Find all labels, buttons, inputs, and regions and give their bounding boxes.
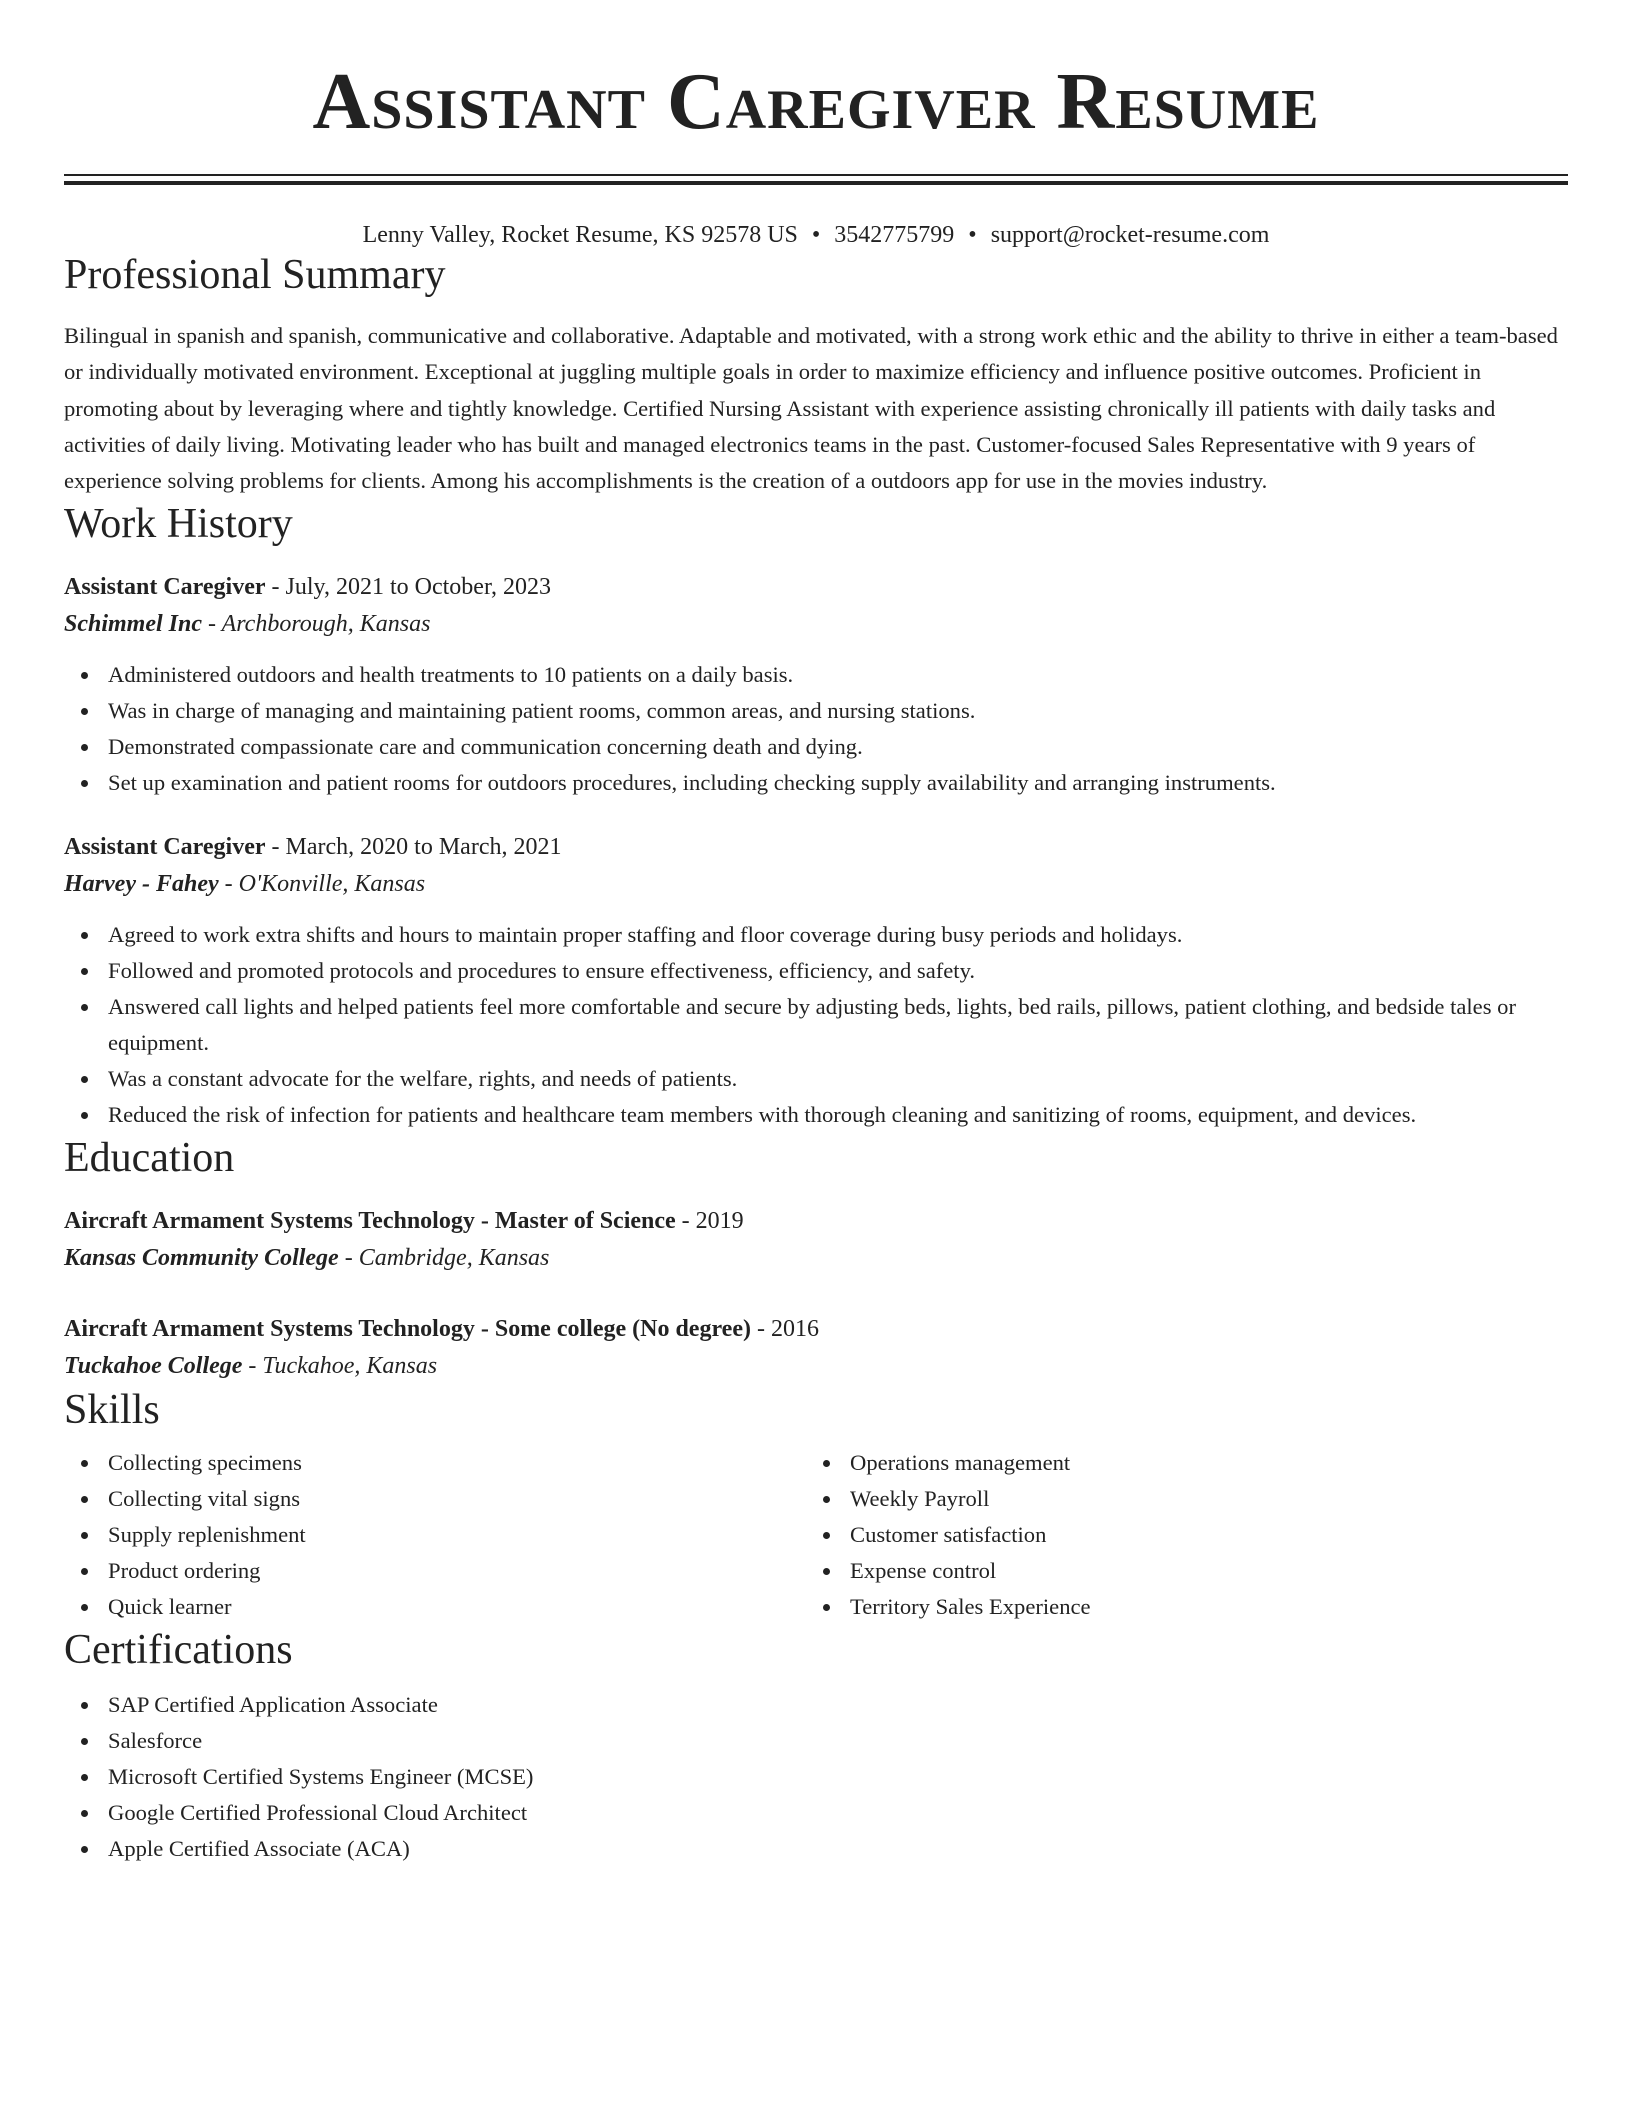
- company-location: - Archborough, Kansas: [202, 611, 431, 638]
- company-line: [64, 866, 1568, 903]
- list-item: Reduced the risk of infection for patients and healthcare team members with thorough cleaning and sanitizing of rooms, equipment, and devices.: [108, 1097, 1568, 1133]
- list-item: Salesforce: [108, 1723, 1568, 1759]
- education-heading: Education: [64, 1135, 235, 1182]
- school-name: Kansas Community College: [64, 1245, 339, 1272]
- job-dates: - March, 2020 to March, 2021: [265, 834, 562, 861]
- company-location: - O'Konville, Kansas: [218, 871, 426, 898]
- skills-heading: Skills: [64, 1387, 160, 1434]
- education-entry: [64, 1203, 1568, 1277]
- list-item: Collecting vital signs: [108, 1481, 806, 1517]
- degree-year: - 2019: [675, 1208, 744, 1235]
- school-line: [64, 1348, 1568, 1385]
- school-location: - Tuckahoe, Kansas: [242, 1353, 438, 1380]
- degree-name: Aircraft Armament Systems Technology - Some college (No degree): [64, 1316, 751, 1343]
- summary-text: Bilingual in spanish and spanish, communicative and collaborative. Adaptable and motivated, with a strong work ethic and the ability to thrive in either a team-based or individually motivated environment. Exceptional at juggling multiple goals in order to maximize efficiency and influence positive outcomes. Proficient in promoting about by leveraging where and tightly knowledge. Certified Nursing Assistant with experience assisting chronically ill patients with daily tasks and activities of daily living. Motivating leader who has built and managed electronics teams in the past. Customer-focused Sales Representative with 9 years of experience solving problems for clients. Among his accomplishments is the creation of a outdoors app for use in the movies industry.: [64, 323, 1558, 494]
- job-entry: [64, 829, 1568, 1133]
- company-line: [64, 606, 1568, 643]
- job-entry: [64, 569, 1568, 801]
- list-item: Customer satisfaction: [850, 1517, 1548, 1553]
- list-item: Was a constant advocate for the welfare, rights, and needs of patients.: [108, 1061, 1568, 1097]
- company-name: Schimmel Inc: [64, 611, 203, 638]
- list-item: Set up examination and patient rooms for outdoors procedures, including checking supply availability and arranging instruments.: [108, 765, 1568, 801]
- certifications-list: [64, 1687, 1568, 1867]
- contact-phone: 3542775799: [834, 222, 955, 248]
- skills-list-right: [806, 1445, 1548, 1625]
- job-title-line: [64, 829, 1568, 866]
- company-name: Harvey - Fahey: [64, 871, 219, 898]
- job-duties-list: [64, 917, 1568, 1133]
- list-item: Administered outdoors and health treatments to 10 patients on a daily basis.: [108, 657, 1568, 693]
- degree-year: - 2016: [750, 1316, 819, 1343]
- list-item: Demonstrated compassionate care and communication concerning death and dying.: [108, 729, 1568, 765]
- degree-line: [64, 1203, 1568, 1240]
- list-item: Was in charge of managing and maintaining patient rooms, common areas, and nursing stations.: [108, 693, 1568, 729]
- job-dates: - July, 2021 to October, 2023: [265, 574, 551, 601]
- work-history-heading: Work History: [64, 501, 293, 548]
- list-item: Microsoft Certified Systems Engineer (MCSE): [108, 1759, 1568, 1795]
- education-entry: [64, 1311, 1568, 1385]
- list-item: Product ordering: [108, 1553, 806, 1589]
- list-item: Apple Certified Associate (ACA): [108, 1831, 1568, 1867]
- job-duties-list: [64, 657, 1568, 801]
- list-item: Territory Sales Experience: [850, 1589, 1548, 1625]
- list-item: Google Certified Professional Cloud Architect: [108, 1795, 1568, 1831]
- list-item: Collecting specimens: [108, 1445, 806, 1481]
- job-title-line: [64, 569, 1568, 606]
- list-item: Followed and promoted protocols and procedures to ensure effectiveness, efficiency, and safety.: [108, 953, 1568, 989]
- list-item: Agreed to work extra shifts and hours to maintain proper staffing and floor coverage during busy periods and holidays.: [108, 917, 1568, 953]
- skills-list-left: [64, 1445, 806, 1625]
- job-title: Assistant Caregiver: [64, 834, 266, 861]
- school-location: - Cambridge, Kansas: [338, 1245, 550, 1272]
- list-item: Supply replenishment: [108, 1517, 806, 1553]
- degree-name: Aircraft Armament Systems Technology - Master of Science: [64, 1208, 676, 1235]
- school-name: Tuckahoe College: [64, 1353, 243, 1380]
- list-item: Weekly Payroll: [850, 1481, 1548, 1517]
- certifications-heading: Certifications: [64, 1627, 293, 1674]
- summary-heading: Professional Summary: [64, 252, 446, 298]
- list-item: SAP Certified Application Associate: [108, 1687, 1568, 1723]
- contact-separator: •: [811, 222, 821, 248]
- contact-email: support@rocket-resume.com: [990, 222, 1270, 248]
- resume-title: Assistant Caregiver Resume: [312, 58, 1320, 146]
- list-item: Operations management: [850, 1445, 1548, 1481]
- contact-address: Lenny Valley, Rocket Resume, KS 92578 US: [362, 222, 798, 248]
- title-divider: [64, 174, 1568, 186]
- job-title: Assistant Caregiver: [64, 574, 266, 601]
- degree-line: [64, 1311, 1568, 1348]
- contact-line: [64, 220, 1568, 250]
- list-item: Answered call lights and helped patients feel more comfortable and secure by adjusting beds, lights, bed rails, pillows, patient clothing, and bedside tales or equipment.: [108, 989, 1568, 1061]
- skills-columns: [64, 1445, 1568, 1625]
- contact-separator: •: [968, 222, 977, 248]
- list-item: Quick learner: [108, 1589, 806, 1625]
- school-line: [64, 1240, 1568, 1277]
- list-item: Expense control: [850, 1553, 1548, 1589]
